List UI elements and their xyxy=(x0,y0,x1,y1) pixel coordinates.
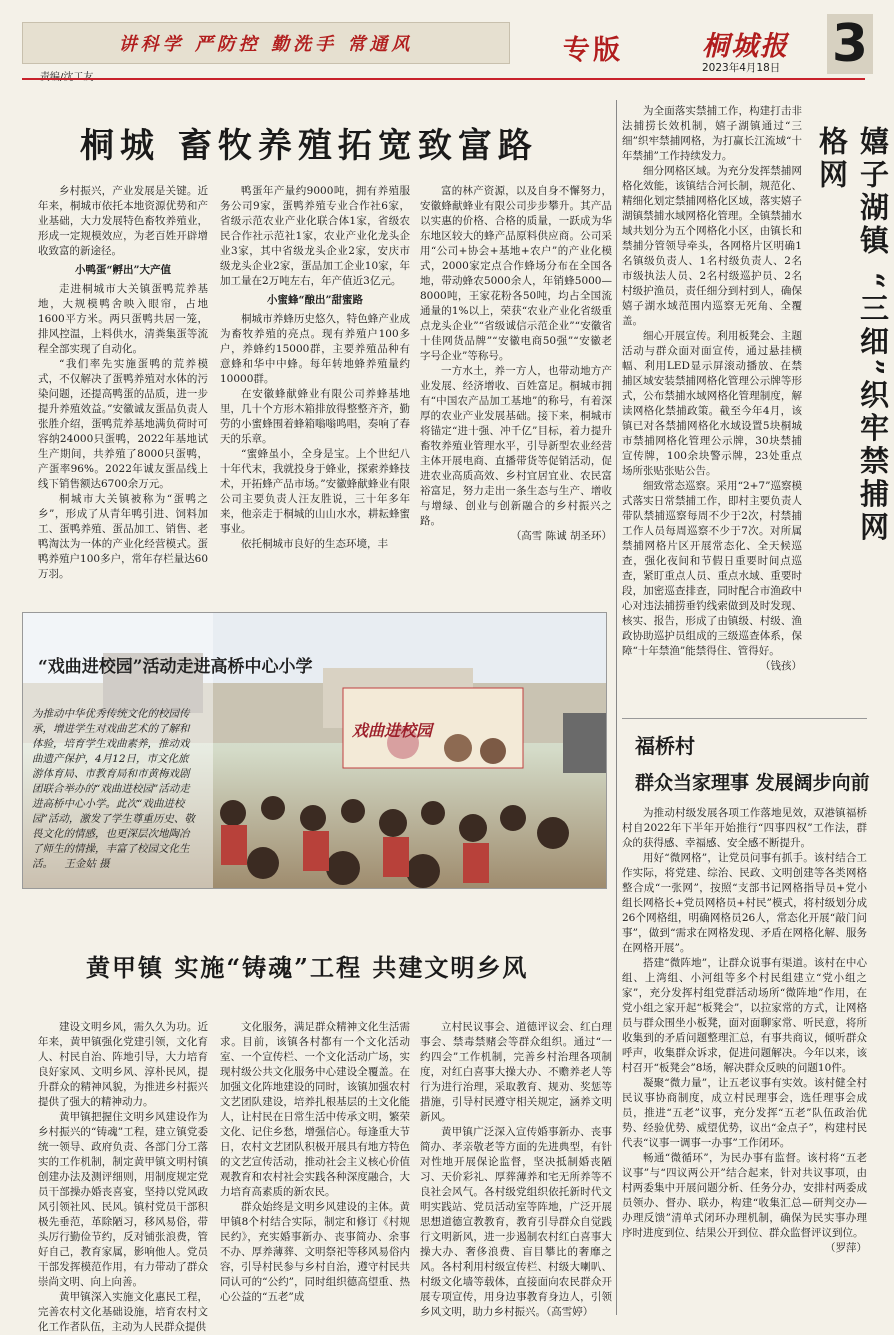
article2-paragraph: 文化服务，满足群众精神文化生活需求。目前，该镇各村都有一个文化活动室、一个宣传栏、一个文化活动广场，实现村级公共文化服务中心建设全覆盖。在加强文化阵地建设的同时，该镇加强农村文艺团队建设，培养扎根基层的土文化能人，让村民在日常生活中传承文明，繁荣文化、记住乡愁，增强信心。每逢重大节日，农村文艺团队积极开展具有地方特色的文艺宣传活动，推动社会主义核心价值观教育和农村社会实践各种深度融合，大力培育高素质的新农民。 xyxy=(220,1021,410,1198)
paper-name: 桐城报 xyxy=(702,31,789,62)
sidebar2-paragraph: 为推动村级发展各项工作落地见效，双港镇福桥村自2022年下半年开始推行“四事四权”工作法，群众的获得感、幸福感、安全感不断提升。 xyxy=(622,807,867,849)
article1-col2 xyxy=(220,184,410,594)
photo-banner-text: 戏曲进校园 xyxy=(352,721,433,740)
article2-title: 黄甲镇 实施“铸魂”工程 共建文明乡风 xyxy=(86,953,529,982)
article1-paragraph: 依托桐城市良好的生态环境，丰 xyxy=(241,538,388,550)
article2-paragraph: 建设文明乡风，需久久为功。近年来，黄甲镇强化党建引领，文化育人、村民自治、阵地引导，大力培育良好家风、文明乡风、淳朴民风，提升群众的精神风貌，为推进乡村振兴提供了强大的精神动力。 xyxy=(38,1021,208,1108)
article1-byline: （高雪 陈诚 胡圣环） xyxy=(510,530,612,542)
photo-caption xyxy=(32,707,197,872)
article1-paragraph: 一方水土，养一方人，也带动地方产业发展、经济增收、百姓富足。桐城市拥有“中国农产品加工基地”的称号，有着深厚的农业产业发展基础。接下来，桐城市将锚定“进十强、冲千亿”目标，着力提升畜牧养殖业管理水平，引导新型农业经营主体开展电商、直播带货等促销活动，促进农业高质高效、乡村宜居宜业、农民富裕富足，努力走出一条生态与生产、增收与增绿、创业与创新融合的乡村振兴之路。 xyxy=(420,365,612,527)
sidebar1-paragraph: 细分网格区域。为充分发挥禁捕网格化效能，该镇结合河长制，规范化、精细化划定禁捕网格化区域，落实嬉子湖镇禁捕水域网格化管理。全镇禁捕水域共划分为五个网格化小区，由镇长和禁捕分管领导牵头，各网格片区明确1名镇级负责人、1名村级负责人、2名市级执法人员、2名村级巡护员、2名村级护渔员，责任细分到村到人，确保嬉子湖水域范围内巡察无死角、全覆盖。 xyxy=(622,165,802,327)
article1-subhead: 小鸭蛋“孵出”大产值 xyxy=(74,264,172,276)
article2-paragraph: 黄甲镇广泛深入宣传婚事新办、丧事简办、孝亲敬老等方面的先进典型，有针对性地开展保论监督，坚决抵制婚丧陋习、天价彩礼、厚葬薄养和宅无所养等不良社会风气。各村级党组织依托新时代文明实践站、党员活动室等阵地，广泛开展思想道德宣教教育，教育引导群众自觉践行文明新风，进一步遏制农村红白喜事大操大办、奢侈浪费、盲目攀比的奢靡之风。各村利用村级宣传栏、村级大喇叭、村级文化墙等载体，直接面向农民群众开展专项宣传，用身边事教育身边人，引领乡风文明，助力乡村振兴。（高雪婷） xyxy=(420,1126,612,1318)
article1-paragraph: “蜜蜂虽小，全身是宝。上个世纪八十年代末，我就投身于蜂业，探索养蜂技术，开拓蜂产品市场。”安徽蜂献蜂业有限公司主要负责人汪友胜说，三十年多年来，他亲走于桐城的山山水水，耕耘蜂蜜事业。 xyxy=(220,448,410,535)
sidebar1-body xyxy=(622,104,802,709)
sidebar2-paragraph: 搭建“微阵地”，让群众说事有渠道。该村在中心组、上湾组、小河组等多个村民组建立“党小组之家”，充分发挥村组党群活动场所“微阵地”作用，在党小组之家开起“板凳会”，以拉家常的方式，让网格员与群众围坐小板凳，面对面聊家常、听民意，将所收集到的矛盾问题整理汇总，有事共商议，倾听群众呼声，收集群众诉求，促进问题解决。今年以来，该村召开“板凳会”8场，解决群众反映的问题10件。 xyxy=(622,957,867,1074)
sidebar2-kicker: 福桥村 xyxy=(635,734,695,758)
sidebar2-rule xyxy=(622,718,867,719)
editor-credit xyxy=(40,68,93,83)
sidebar1-byline: （钱孩） xyxy=(760,660,802,672)
article2-col1 xyxy=(38,1020,208,1333)
masthead-slogan-banner xyxy=(22,22,510,64)
sidebar1-paragraph: 为全面落实禁捕工作，构建打击非法捕捞长效机制，嬉子湖镇通过“三细”织牢禁捕网格，为打赢长江流域“十年禁捕”工作持续发力。 xyxy=(622,105,802,162)
masthead-rule xyxy=(22,78,865,80)
sidebar2-paragraph: 用好“微网格”，让党员问事有抓手。该村结合工作实际，将党建、综治、民政、文明创建等各类网格整合成“一张网”，按照“支部书记网格指导员+党小组长网格长+党员网格员+村民”模式，将村级划分成26个网格组，明确网格员26人，常态化开展“敲门问事”，做到“需求在网格发现、矛盾在网格化解、服务在网格开展”。 xyxy=(622,852,867,954)
sidebar1-paragraph: 细心开展宣传。利用板凳会、主题活动与群众面对面宣传，通过悬挂横幅、利用LED显示屏滚动播放、在禁捕区域安装禁捕网格化管理公示牌等形式，公布禁捕水域网格化管理制度，解读网格化禁捕政策。截至今年4月，该镇已对各禁捕网格化水域设置5块桐城市禁捕网格化管理公示牌，30块禁捕宣传牌，100余块警示牌，23处重点场所张贴张贴公告。 xyxy=(622,330,802,477)
article1-paragraph: 乡村振兴，产业发展是关键。近年来，桐城市依托本地资源优势和产业基础，大力发展特色畜牧养殖业，形成一定规模效应，为老百姓开辟增收致富的新途径。 xyxy=(38,185,208,257)
article1-col3 xyxy=(420,184,612,564)
sidebar1-paragraph: 细致常态巡察。采用“2+7”巡察模式落实日常禁捕工作，即村主要负责人带队禁捕巡察每周不少于2次，村禁捕工作人员每周巡察不少于7次。对所属禁捕网格片区开展常态化、全天候巡查，强化夜间和节假日重要时间点巡查，紧盯重点人员、重点水域、重要时段，加密巡查排查，同时配合市渔政中心对违法捕捞垂钓线索做到及时发现、核实、报告，形成了由镇级、村级、渔政协助巡护员组成的三级巡查体系，保障“十年禁渔”能禁得住、管得好。 xyxy=(622,480,802,657)
article1-subhead: 小蜜蜂“酿出”甜蜜路 xyxy=(266,294,364,306)
article1-paragraph: 桐城市大关镇被称为“蛋鸭之乡”，形成了从青年鸭引进、饲料加工、蛋鸭养殖、蛋品加工、销售、老鸭淘汰为一体的产业化经营模式。蛋鸭养殖户100多户，常年存栏量达60万羽。 xyxy=(38,493,208,580)
sidebar2-paragraph: 凝聚“微力量”，让五老议事有实效。该村健全村民议事协商制度，成立村民理事会，选任理事会成员，推进“五老”议事，充分发挥“五老”队伍政治优势、经验优势、威望优势，议出“金点子”，构建村民代表“议事一调事一办事”工作闭环。 xyxy=(622,1077,867,1149)
sidebar2-paragraph: 畅通“微循环”，为民办事有监督。该村将“五老议事”与“四议两公开”结合起来，针对共议事项，由村两委集中开展问题分析、任务分办，安排村两委成员领办、督办、联办，构建“收集汇总—研判交办—办理反馈”清单式闭环办理机制，确保为民实事办理序时进度到位、结果公开到位、群众监督评议到位。 xyxy=(622,1152,867,1239)
section-label: 专版 xyxy=(563,35,623,66)
article2-col3 xyxy=(420,1020,612,1318)
article2-paragraph: 黄甲镇把握住文明乡风建设作为乡村振兴的“铸魂”工程，建立镇党委统一领导、政府负责、各部门分工落实的工作机制，制定黄甲镇文明村镇创建办法及测评细则，用制度规定党员干部操办婚丧喜宴，坚持以党风政风引领社风、民风。镇村党员干部积极先垂范，革除陋习，移风易俗，带头厉行勤俭节约，反对铺张浪费，管好自己，教育家属，影响他人。党员干部发挥模范作用，有力带动了群众崇尚文明、向上向善。 xyxy=(38,1111,208,1288)
article1-paragraph: 走进桐城市大关镇蛋鸭荒养基地，大规模鸭舍映入眼帘，占地1600平方米。两只蛋鸭共居一笼，排风控温，上料供水，清粪集蛋等流程全部实现了自动化。 xyxy=(38,283,208,355)
article2-paragraph: 立村民议事会、道德评议会、红白理事会、禁毒禁赌会等群众组织。通过“一约四会”工作机制，完善乡村治理各项制度，对红白喜事大操大办、不赡养老人等行为进行治理，采取教育、规劝、奖惩等措施，引导村民遵守相关规定，涵养文明新风。 xyxy=(420,1021,612,1123)
article1-col1 xyxy=(38,184,208,580)
page-number: 3 xyxy=(827,14,873,74)
article1-title: 桐城 畜牧养殖拓宽致富路 xyxy=(80,126,538,166)
photo-title: “戏曲进校园”活动走进高桥中心小学 xyxy=(38,657,313,677)
article1-paragraph: 鸭蛋年产量约9000吨，拥有养殖服务公司9家，蛋鸭养殖专业合作社6家，省级示范农业产业化联合体1家，省级农民合作社示范社1家，农业产业化龙头企业3家，其中省级龙头企业2家，安庆市级龙头企业2家，蛋品加工企业10家，年加工量在2万吨左右，年产值近3亿元。 xyxy=(220,185,410,287)
article2-paragraph: 群众始终是文明乡风建设的主体。黄甲镇8个村结合实际，制定和修订《村规民约》，充实婚事新办、丧事简办、余事不办、厚养薄葬、文明祭祀等移风易俗内容，引导村民参与乡村自治，遵守村民共同认可的“公约”，同时组织德高望重、热心公益的“五老”成 xyxy=(220,1201,410,1303)
article2-col2 xyxy=(220,1020,410,1315)
photo-credit: 王金姑 摄 xyxy=(64,858,110,870)
article1-paragraph: 在安徽蜂献蜂业有限公司养蜂基地里，几十个方形木箱排放得整整齐齐，勤劳的小蜜蜂围着蜂箱嗡嗡鸣唱，奏响了春天的乐章。 xyxy=(220,388,410,445)
photo-caption-text: 为推动中华优秀传统文化的校园传承，增进学生对戏曲艺术的了解和体验，培育学生戏曲素养，推动戏曲遗产保护，4月12日，市文化旅游体育局、市教育局和市黄梅戏剧团联合举办的“戏曲进校园”活动走进高桥中心小学。此次“戏曲进校园”活动，激发了学生尊重历史、敬畏文化的情感，也更深层次地陶冶了师生的情操，丰富了校园文化生活。 xyxy=(32,708,195,870)
column-divider xyxy=(616,100,617,1315)
issue-date: 2023年4月18日 xyxy=(702,62,781,74)
article1-paragraph: “我们率先实施蛋鸭的荒养模式，不仅解决了蛋鸭养殖对水体的污染问题，还提高鸭蛋的品质，进一步提升养殖效益。”安徽诚友蛋品负责人张胜介绍，蛋鸭荒养基地满负荷时可容纳24000只蛋鸭，2022年基地试生产期间，共养殖了8000只蛋鸭，产蛋率96%。2022年诚友蛋品线上线下销售额达6700余万元。 xyxy=(38,358,208,490)
sidebar2-byline: （罗萍） xyxy=(825,1242,867,1254)
sidebar1-title: 嬉子湖镇 “三细”织牢禁捕网格网 xyxy=(815,126,890,545)
sidebar2-body xyxy=(622,806,867,1316)
article2-paragraph: 黄甲镇深入实施文化惠民工程，完善农村文化基础设施，培育农村文化工作者队伍，主动为人民群众提供 xyxy=(38,1291,208,1333)
masthead-slogan: 讲科学 严防控 勤洗手 常通风 xyxy=(118,34,414,55)
article1-paragraph: 富的林产资源，以及自身不懈努力，安徽蜂献蜂业有限公司步步攀升。其产品以实惠的价格、合格的质量，一跃成为华东地区较大的蜂产品原料供应商。公司采用“公司+协会+基地+农户”的产业化模式，2000家定点合作蜂场分布在全国各地，带动蜂农5000余人，年销蜂5000—8000吨，王家花粉各50吨，均占全国流通量的1%以上，荣获“农业产业化省级重点龙头企业”“省级诚信示范企业”“安徽省十佳网货品牌”“安徽电商50强”“安徽老字号企业”等称号。 xyxy=(420,185,612,362)
sidebar2-title: 群众当家理事 发展阔步向前 xyxy=(635,772,870,794)
article1-paragraph: 桐城市养蜂历史悠久，特色蜂产业成为畜牧养殖的亮点。现有养殖户100多户，养蜂约15000群，主要养殖品种有意蜂和华中中蜂。每年转地蜂养殖量约10000群。 xyxy=(220,313,410,385)
